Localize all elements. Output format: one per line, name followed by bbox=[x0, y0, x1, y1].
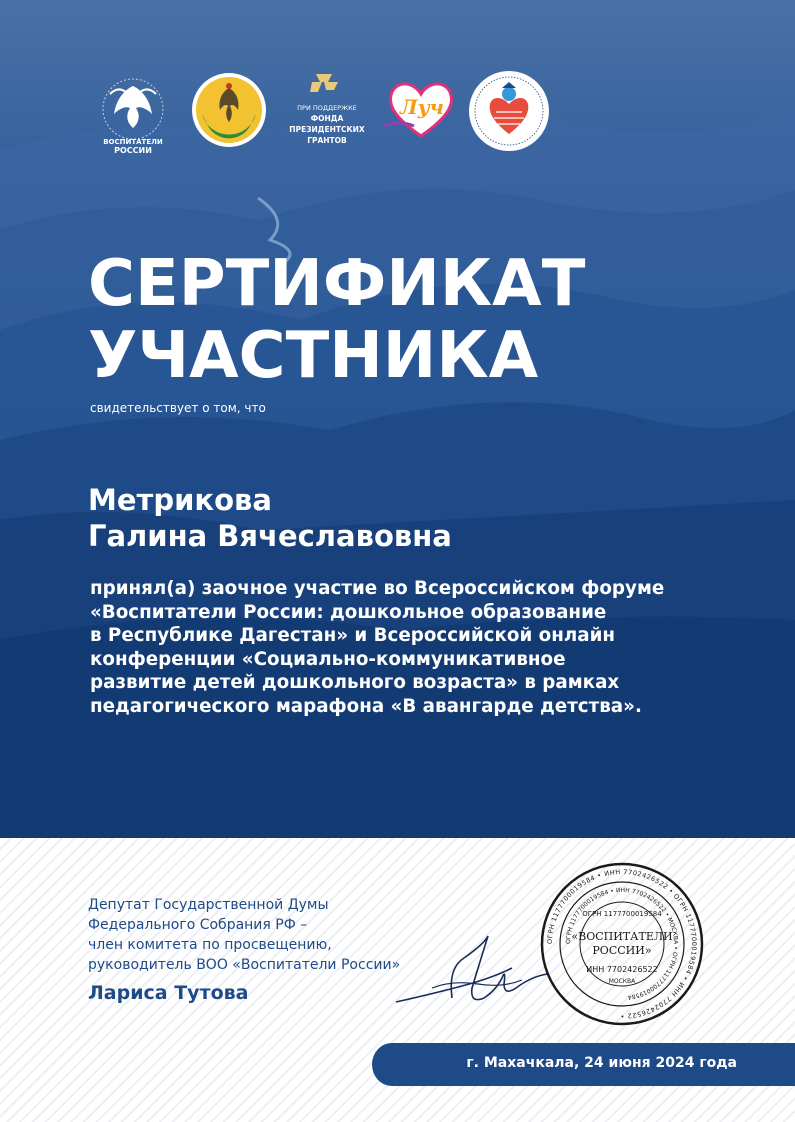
svg-text:ОГРН 1177700019584 • ИНН 77024: ОГРН 1177700019584 • ИНН 7702426522 • МОСКВА • ОГРН 1177700019584 bbox=[564, 886, 680, 1001]
stamp-city: МОСКВА bbox=[608, 978, 636, 985]
signer-position-line: член комитета по просвещению, bbox=[88, 937, 332, 953]
signer-position-line: Федерального Собрания РФ – bbox=[88, 917, 308, 933]
signer-position-line: Депутат Государственной Думы bbox=[88, 897, 329, 913]
svg-text:ФОНДА: ФОНДА bbox=[310, 114, 344, 123]
certifies-text: свидетельствует о том, что bbox=[90, 401, 266, 415]
stamp-inn: ИНН 7702426522 bbox=[586, 965, 658, 974]
title-line-2: УЧАСТНИКА bbox=[88, 319, 539, 393]
description-line: педагогического марафона «В авангарде детства». bbox=[90, 695, 642, 717]
signer-position-line: руководитель ВОО «Воспитатели России» bbox=[88, 957, 401, 973]
recipient-surname: Метрикова bbox=[88, 483, 272, 517]
participation-description bbox=[90, 577, 690, 719]
title-line-1: СЕРТИФИКАТ bbox=[88, 247, 586, 321]
date-place-band bbox=[372, 1043, 795, 1086]
recipient-given-names: Галина Вячеславовна bbox=[88, 519, 452, 553]
svg-text:ОГРН 1177700019584 • ИНН 77024: ОГРН 1177700019584 • ИНН 7702426522 • ОГРН 1177700019584 • ИНН 7702426522 • bbox=[545, 867, 699, 1021]
vospitateli-rossii-logo bbox=[86, 64, 180, 158]
handwritten-signature bbox=[392, 928, 552, 1028]
svg-text:ПРИ ПОДДЕРЖКЕ: ПРИ ПОДДЕРЖКЕ bbox=[297, 104, 357, 112]
organization-stamp bbox=[538, 850, 706, 1038]
stamp-ogrn: ОГРН 1177700019584 bbox=[582, 910, 662, 918]
luch-logo bbox=[378, 76, 464, 142]
description-line: конференции «Социально-коммуникативное bbox=[90, 648, 566, 670]
description-line: в Республике Дагестан» и Всероссийской онлайн bbox=[90, 625, 616, 647]
date-place: г. Махачкала, 24 июня 2024 года bbox=[466, 1055, 737, 1071]
certificate-title bbox=[88, 248, 585, 392]
stamp-center-line-1: «ВОСПИТАТЕЛИ bbox=[571, 930, 673, 943]
description-line: принял(а) заочное участие во Всероссийском форуме bbox=[90, 578, 665, 599]
signer-name: Лариса Тутова bbox=[88, 982, 249, 1004]
svg-text:ВОСПИТАТЕЛИ: ВОСПИТАТЕЛИ bbox=[103, 138, 163, 146]
svg-text:ПРЕЗИДЕНТСКИХ: ПРЕЗИДЕНТСКИХ bbox=[289, 125, 365, 134]
svg-text:РОССИИ: РОССИИ bbox=[114, 146, 152, 155]
stamp-center-line-2: РОССИИ» bbox=[592, 944, 652, 957]
description-line: «Воспитатели России: дошкольное образование bbox=[90, 601, 607, 623]
signer-position bbox=[88, 895, 400, 975]
description-line: развитие детей дошкольного возраста» в рамках bbox=[90, 672, 620, 694]
svg-text:Луч: Луч bbox=[400, 95, 444, 119]
recipient-name bbox=[88, 482, 452, 554]
dagestan-emblem bbox=[190, 70, 268, 150]
presidential-grants-fund-logo bbox=[286, 70, 376, 154]
svg-text:ГРАНТОВ: ГРАНТОВ bbox=[307, 136, 347, 145]
national-research-institute-logo bbox=[466, 68, 552, 154]
